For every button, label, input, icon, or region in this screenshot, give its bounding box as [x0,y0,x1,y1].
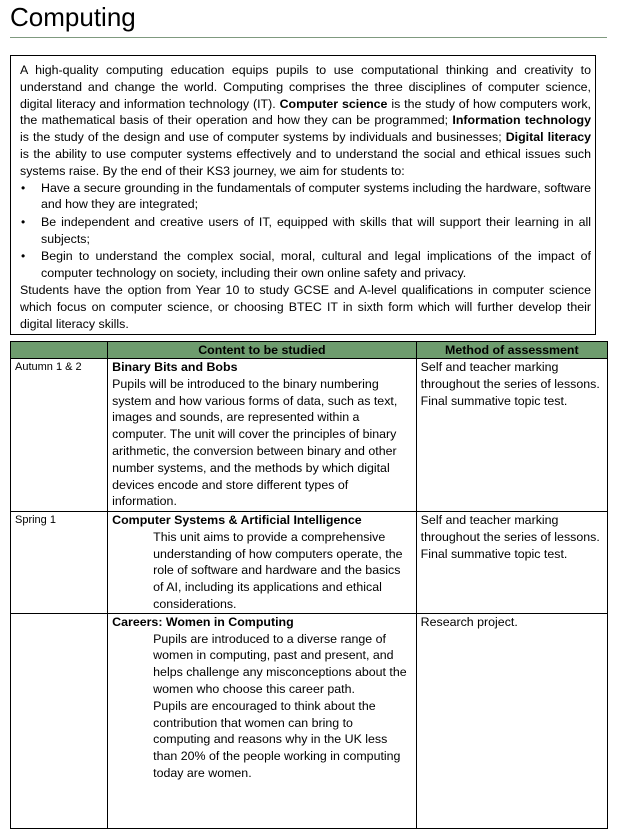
term-digital-literacy: Digital literacy [505,130,591,145]
aims-list [20,180,591,282]
method-cell [416,613,607,828]
table-row [11,359,608,512]
intro-text: A high-quality computing education equips pupils to use computational thinking and creativity to understand and change the world. Computing comprises the three disciplines of computer science, digital literacy and information technology (IT). [20,63,591,111]
list-item [20,214,591,248]
intro-text: is the study of how computers work, the mathematical basis of their operation and how they can be programmed; [20,96,591,128]
intro-paragraph-options: Students have the option from Year 10 to study GCSE and A-level qualifications in computer science which focus on computer science, or choosing BTEC IT in sixth form which will further develop their digital literacy skills. [20,283,591,331]
unit-title: Computer Systems & Artificial Intelligence [112,513,362,527]
term-computer-science: Computer science [279,96,388,111]
content-cell [108,512,417,614]
title-divider [10,37,607,38]
bullet-icon: • [21,248,26,263]
method-text: Self and teacher marking throughout the series of lessons. [420,513,600,544]
list-item-text: Begin to understand the complex social, moral, cultural and legal implications of the impact of computer technology on society, including their own online safety and privacy. [41,248,591,280]
method-cell [416,512,607,614]
unit-title: Careers: Women in Computing [112,614,294,629]
intro-text: is the study of the design and use of computer systems by individuals and businesses; [20,130,506,145]
intro-box [10,55,596,335]
term-cell: Spring 1 [11,512,108,614]
content-cell [108,613,417,828]
method-text: Final summative topic test. [420,546,568,561]
method-text: Final summative topic test. [420,393,568,408]
list-item-text: Have a secure grounding in the fundamentals of computer systems including the hardware, software and how they are integrated; [41,180,591,212]
table-row [11,512,608,614]
header-method: Method of assessment [416,342,607,359]
intro-paragraph [20,62,591,180]
header-term [11,342,108,359]
term-cell: Autumn 1 & 2 [11,359,108,512]
intro-text: is the ability to use computer systems effectively and to understand the social and ethical issues such systems raise. By the end of their KS3 journey, we aim for students to: [20,146,591,178]
method-text: Self and teacher marking throughout the series of lessons. [420,360,600,391]
unit-description: Pupils are introduced to a diverse range of women in computing, past and present, and helps challenge any misconceptions about the women who choose this career path. [153,631,407,696]
unit-title: Binary Bits and Bobs [112,360,238,374]
method-text: Research project. [420,614,518,629]
unit-description: Pupils will be introduced to the binary numbering system and how various forms of data, such as text, images and sounds, are represented within a computer. The unit will cover the principles of binary arithmetic, the conversion between binary and other number systems, and the methods by which digital devices encode and store different types of information. [112,376,398,509]
unit-description: This unit aims to provide a comprehensive understanding of how computers operate, the role of software and hardware and the basics of AI, including its applications and ethical considerations. [153,529,403,611]
method-cell [416,359,607,512]
bullet-icon: • [21,180,26,195]
term-information-technology: Information technology [452,113,591,128]
table-header-row [11,342,608,359]
list-item-text: Be independent and creative users of IT, equipped with skills that will support their learning in all subjects; [41,214,591,246]
content-cell [108,359,417,512]
list-item [20,248,591,282]
page-title: Computing [10,2,136,32]
table-row [11,613,608,828]
list-item [20,180,591,214]
header-content: Content to be studied [108,342,417,359]
unit-description: Pupils are encouraged to think about the contribution that women can bring to computing and reasons why in the UK less than 20% of the people working in computing today are women. [153,698,401,780]
term-cell [11,613,108,828]
curriculum-table [10,341,608,829]
bullet-icon: • [21,214,26,229]
